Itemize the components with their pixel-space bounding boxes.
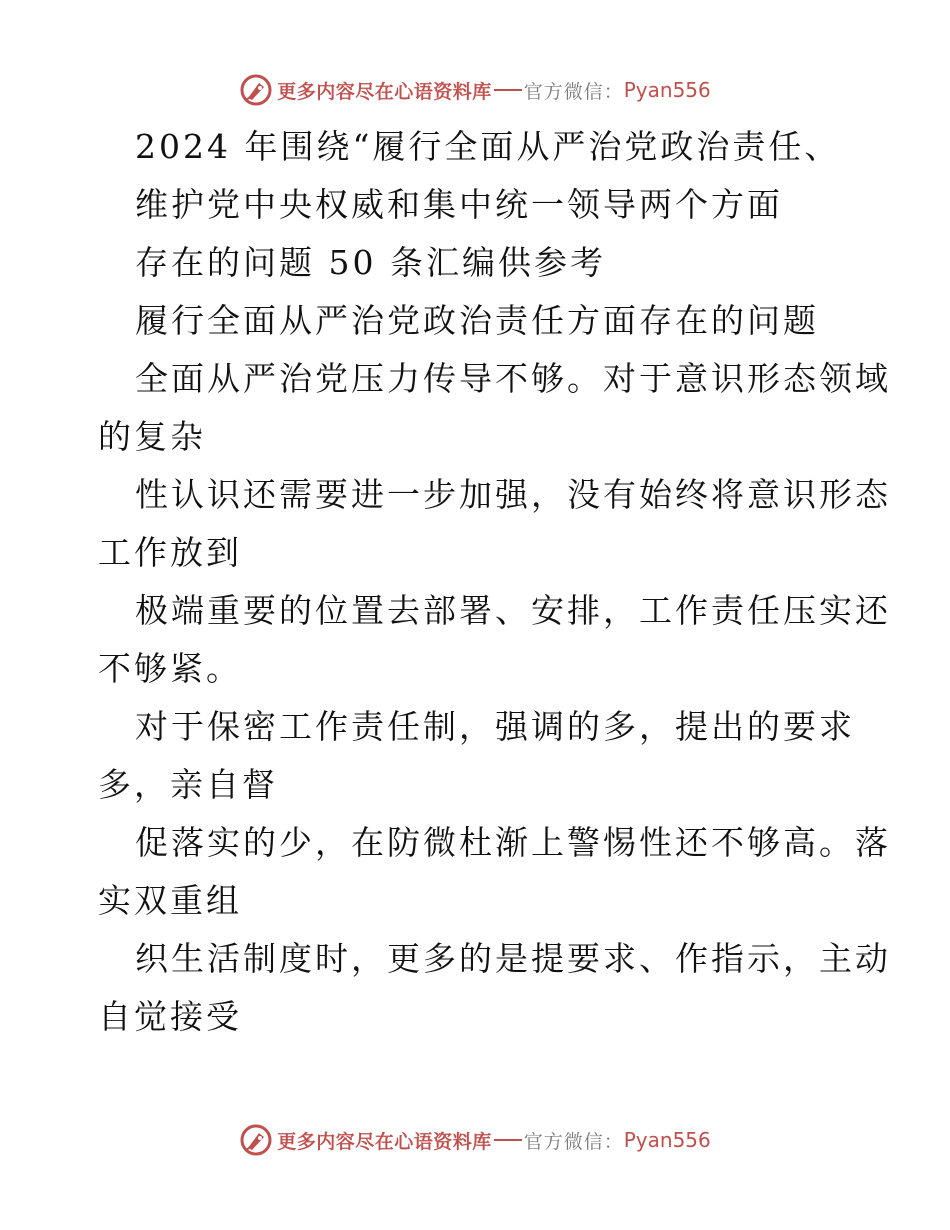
- body-line: 极端重要的位置去部署、安排，工作责任压实还: [135, 591, 891, 630]
- banner-sub-text: 官方微信：: [523, 1130, 624, 1153]
- title-line-2: 维护党中央权威和集中统一领导两个方面: [135, 185, 783, 224]
- body-line: 对于保密工作责任制，强调的多，提出的要求: [135, 707, 855, 746]
- body-line: 的复杂: [98, 417, 206, 456]
- body-line: 多，亲自督: [98, 765, 278, 804]
- banner-wechat-id: Pyan556: [623, 78, 711, 102]
- pen-nib-logo-icon: [239, 73, 273, 107]
- document-body: [98, 118, 891, 1046]
- banner-sub-text: 官方微信：: [523, 80, 624, 103]
- title-line-3: 存在的问题 50 条汇编供参考: [135, 243, 606, 282]
- header-banner: [0, 70, 950, 110]
- body-line: 工作放到: [98, 533, 242, 572]
- banner-dash: [494, 89, 522, 91]
- body-line: 织生活制度时，更多的是提要求、作指示，主动: [135, 939, 891, 978]
- banner-dash: [494, 1139, 522, 1141]
- body-line: 性认识还需要进一步加强，没有始终将意识形态: [135, 475, 891, 514]
- body-line: 全面从严治党压力传导不够。对于意识形态领域: [135, 359, 891, 398]
- banner-main-text: 更多内容尽在心语资料库: [277, 80, 492, 103]
- pen-nib-logo-icon: [239, 1123, 273, 1157]
- banner-wechat-id: Pyan556: [623, 1128, 711, 1152]
- footer-banner: [0, 1120, 950, 1160]
- banner-main-text: 更多内容尽在心语资料库: [277, 1130, 492, 1153]
- body-line: 实双重组: [98, 881, 242, 920]
- body-line: 不够紧。: [98, 649, 242, 688]
- body-line: 促落实的少，在防微杜渐上警惕性还不够高。落: [135, 823, 891, 862]
- title-line-1: 2024 年围绕“履行全面从严治党政治责任、: [135, 127, 841, 166]
- section-heading: 履行全面从严治党政治责任方面存在的问题: [135, 301, 819, 340]
- body-line: 自觉接受: [98, 997, 242, 1036]
